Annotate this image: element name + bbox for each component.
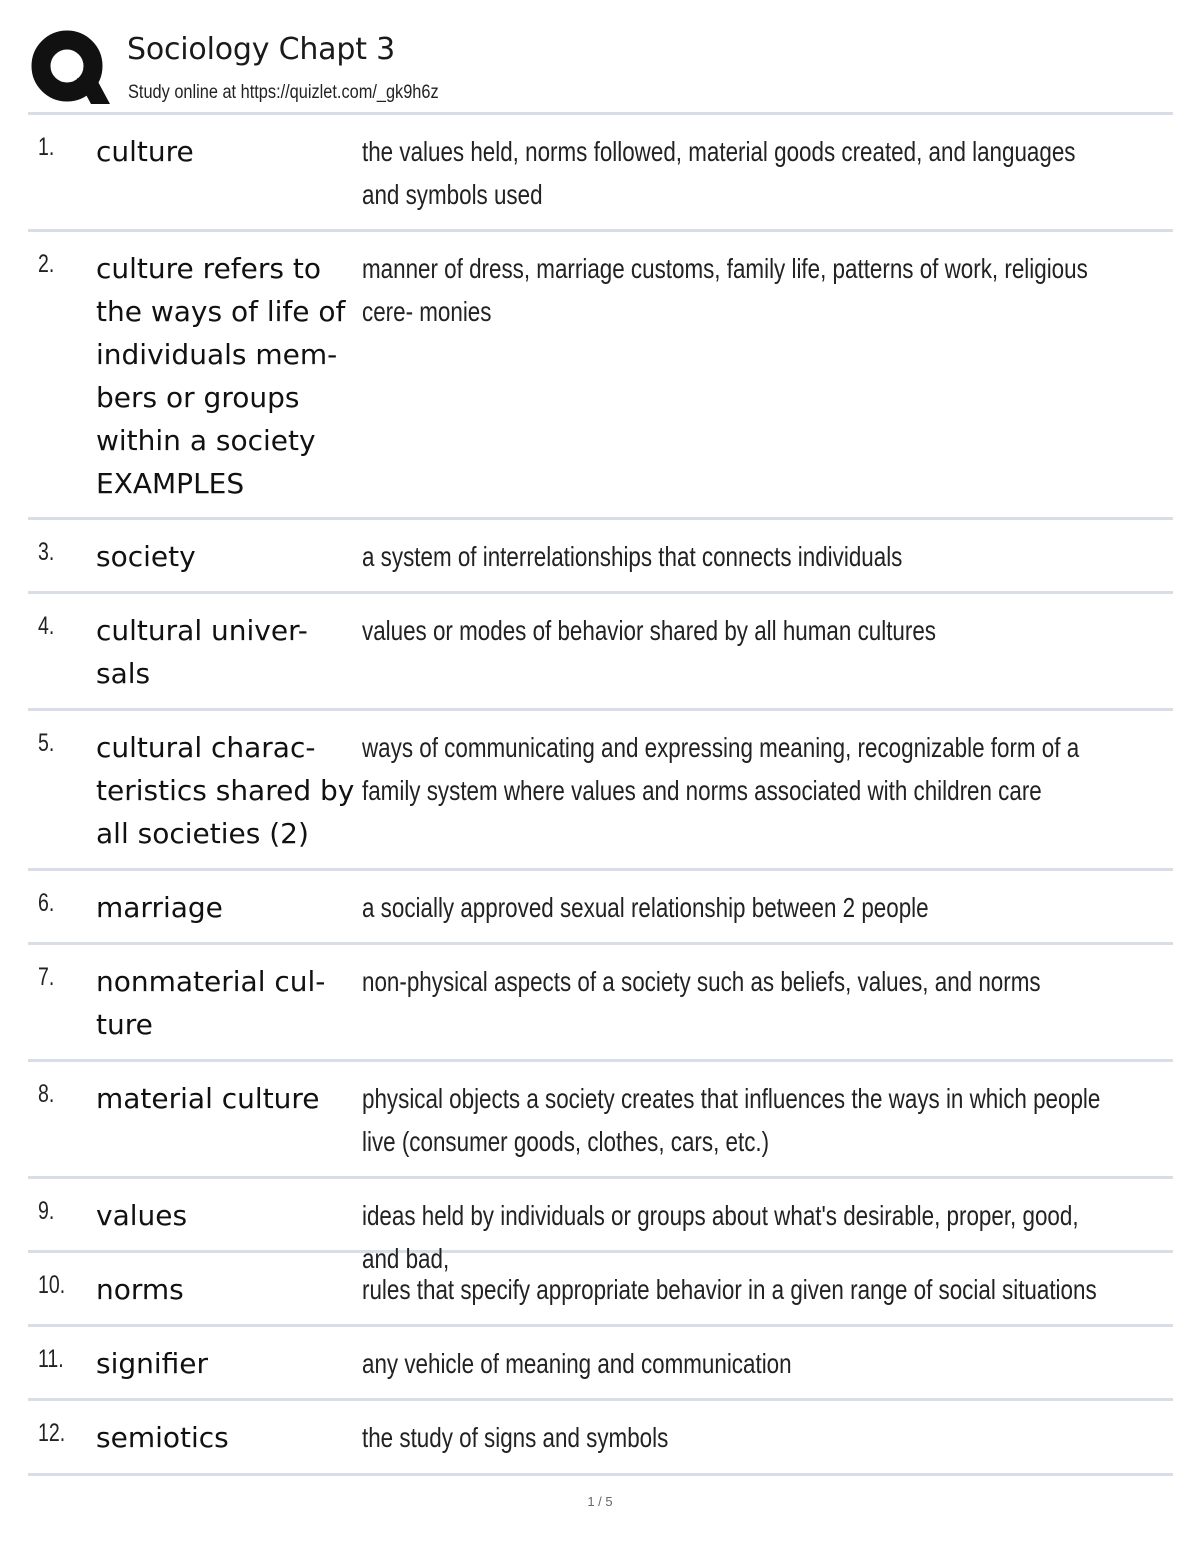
item-term: signifier [96,1347,209,1380]
item-number: 1. [38,133,55,161]
item-number: 6. [38,889,55,917]
item-definition: ideas held by individuals or groups about what's desirable, proper, good, and bad, [362,1200,1079,1274]
flashcard-list [28,112,1173,1476]
item-term: society [96,540,196,573]
item-definition: a socially approved sexual relationship between 2 people [362,892,929,923]
item-definition: ways of communicating and expressing meaning, recognizable form of a family system where values and norms associated with children care [362,732,1080,806]
item-number: 5. [38,729,55,757]
list-item [28,1062,1173,1179]
page-title: Sociology Chapt 3 [127,32,395,67]
item-definition: the study of signs and symbols [362,1422,669,1453]
item-number: 10. [38,1271,66,1299]
item-definition: non-physical aspects of a society such as beliefs, values, and norms [362,966,1041,997]
item-definition: a system of interrelationships that connects individuals [362,541,903,572]
list-item [28,1253,1173,1327]
item-number: 11. [38,1345,64,1373]
item-number: 7. [38,963,55,991]
item-term: semiotics [96,1421,229,1454]
item-number: 9. [38,1197,55,1225]
list-item [28,232,1173,520]
item-number: 3. [38,538,55,566]
item-term: cultural charac- teristics shared by all societies (2) [96,731,355,850]
item-number: 2. [38,250,55,278]
item-term: culture [96,135,194,168]
list-item [28,520,1173,594]
list-item [28,1179,1173,1274]
item-term: marriage [96,891,223,924]
item-term: norms [96,1273,184,1306]
item-definition: any vehicle of meaning and communication [362,1348,792,1379]
list-item [28,1327,1173,1401]
item-number: 4. [38,612,55,640]
item-term: values [96,1199,188,1232]
item-definition: values or modes of behavior shared by all human cultures [362,615,936,646]
item-definition: physical objects a society creates that influences the ways in which people live (consumer goods, clothes, cars, etc.) [362,1083,1101,1157]
list-item [28,871,1173,945]
item-term: culture refers to the ways of life of individuals mem- bers or groups within a society EXAMPLES [96,252,346,500]
list-item [28,711,1173,871]
item-term: cultural univer- sals [96,614,308,690]
item-term: nonmaterial cul- ture [96,965,326,1041]
item-number: 8. [38,1080,55,1108]
page-header [30,28,1172,112]
item-definition: manner of dress, marriage customs, family life, patterns of work, religious cere- monies [362,253,1088,327]
item-number: 12. [38,1419,66,1447]
list-item [28,115,1173,232]
quizlet-q-logo-icon [30,28,110,108]
item-definition: the values held, norms followed, material goods created, and languages and symbols used [362,136,1076,210]
item-term: material culture [96,1082,320,1115]
page-number: 1 / 5 [587,1494,613,1509]
list-item [28,945,1173,1062]
list-item [28,1401,1173,1476]
list-item [28,594,1173,711]
item-definition: rules that specify appropriate behavior in a given range of social situations [362,1274,1097,1305]
study-online-link[interactable]: Study online at https://quizlet.com/_gk9h6z [128,82,439,103]
